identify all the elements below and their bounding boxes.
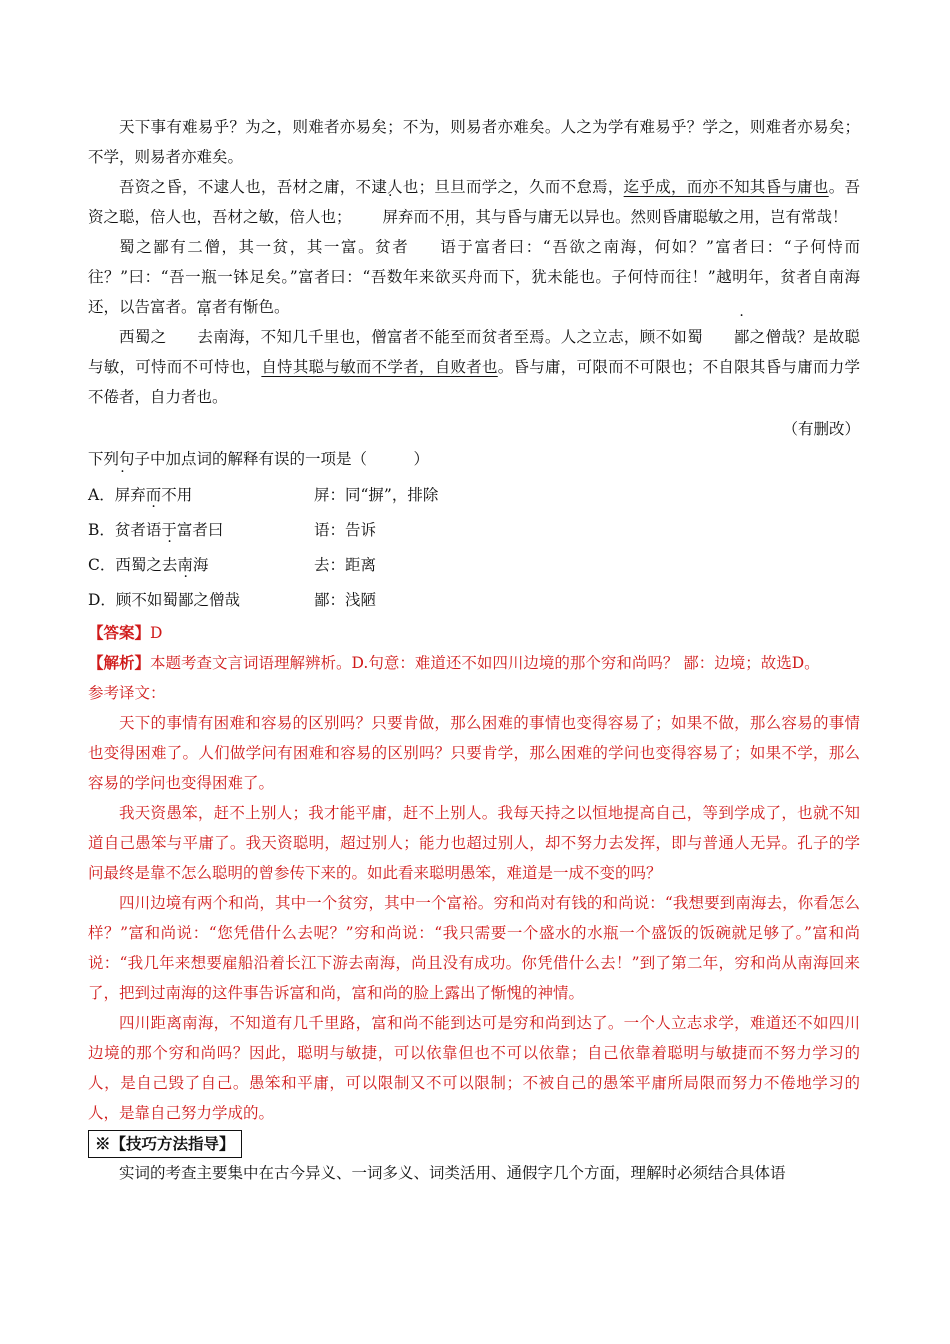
option-b-dotted-word: 语 <box>145 521 162 539</box>
option-list <box>88 478 860 618</box>
passage-paragraph-2: 吾资之昏，不逮人也，吾材之庸，不逮人也；旦旦而学之，久而不怠焉，迄乎成，而亦不知其昏与庸也。吾资之聪，倍人也，吾材之敏，倍人也； 屏弃而不用，其与昏与庸无以异也。然则昏庸聪敏之用，岂有常哉！ <box>88 172 860 232</box>
answer-line <box>88 618 860 648</box>
question-stem: 下列句子中加点词的解释有误的一项是（ ） <box>88 450 430 468</box>
option-b: B．贫者语于富者曰 语：告诉 <box>88 513 860 548</box>
dotted-word-ping: 屏 <box>382 208 399 226</box>
option-d-gloss: 鄙：浅陋 <box>314 591 377 609</box>
dotted-word-bi: 鄙 <box>733 328 750 346</box>
answer-tag: 【答案】 <box>88 623 151 642</box>
dotted-word-qu: 去 <box>197 328 213 346</box>
translation-paragraph-1: 天下的事情有困难和容易的区别吗？只要肯做，那么困难的事情也变得容易了；如果不做，那么容易的事情也变得困难了。人们做学问有困难和容易的区别吗？只要肯学，那么困难的学问也变得容易了；如果不学，那么容易的学问也变得困难了。 <box>88 714 860 792</box>
option-d: D．顾不如蜀鄙之僧哉 鄙：浅陋 <box>88 583 860 618</box>
option-c-dotted-word: 去 <box>161 556 178 574</box>
underlined-sentence-1: 迄乎成，而亦不知其昏与庸也 <box>623 178 829 196</box>
tips-text: 实词的考查主要集中在古今异义、一词多义、词类活用、通假字几个方面，理解时必须结合具体语 <box>119 1164 786 1182</box>
option-a-gloss: 屏：同“摒”，排除 <box>314 486 439 504</box>
translation-paragraph-2: 我天资愚笨，赶不上别人；我才能平庸，赶不上别人。我每天持之以恒地提高自己，等到学成了，也就不知道自己愚笨与平庸了。我天资聪明，超过别人；能力也超过别人，却不努力去发挥，即与普通人无异。孔子的学问最终是靠不怎么聪明的曾参传下来的。如此看来聪明愚笨，难道是一成不变的吗？ <box>88 804 860 882</box>
translation-paragraph-4: 四川距离南海，不知道有几千里路，富和尚不能到达可是穷和尚到达了。一个人立志求学，难道还不如四川边境的那个穷和尚吗？因此，聪明与敏捷，可以依靠但也不可以依靠；自己依靠着聪明与敏捷而不努力学习的人，是自己毁了自己。愚笨和平庸，可以限制又不可以限制；不被自己的愚笨平庸所局限而努力不倦地学习的人，是靠自己努力学成的。 <box>88 1014 860 1122</box>
analysis-tag: 【解析】 <box>88 653 151 672</box>
passage-paragraph-3: 蜀之鄙有二僧，其一贫，其一富。贫者 语于富者曰：“吾欲之南海，何如？”富者曰：“子何恃而往？”曰：“吾一瓶一钵足矣。”富者曰：“吾数年来欲买舟而下，犹未能也。子何恃而往！”越明年，贫者自南海还，以告富者。富者有惭色。 <box>88 232 860 322</box>
analysis-line <box>88 648 860 678</box>
option-c-gloss: 去：距离 <box>314 556 377 574</box>
passage-paragraph-1: 天下事有难易乎？为之，则难者亦易矣；不为，则易者亦难矣。人之为学有难易乎？学之，则难者亦易矣；不学，则易者亦难矣。 <box>88 118 860 166</box>
analysis-text: 本题考查文言词语理解辨析。D.句意：难道还不如四川边境的那个穷和尚吗？ 鄙：边境；故选D。 <box>150 654 820 672</box>
answer-value: D <box>150 624 163 642</box>
underlined-sentence-2: 自恃其聪与敏而不学者，自败者也 <box>261 358 498 376</box>
dotted-word-yu: 语 <box>440 238 456 256</box>
option-d-dotted-word: 鄙 <box>177 591 194 609</box>
passage-paragraph-4: 西蜀之 去南海，不知几千里也，僧富者不能至而贫者至焉。人之立志，顾不如蜀 鄙之僧哉？是故聪与敏，可恃而不可恃也，自恃其聪与敏而不学者，自败者也。昏与庸，可限而不可限也；不自限其昏与庸而力学不倦者，自力者也。 <box>88 322 860 412</box>
option-b-gloss: 语：告诉 <box>314 521 377 539</box>
tips-heading: ※【技巧方法指导】 <box>88 1130 242 1158</box>
option-a-dotted-word: 屏 <box>114 486 131 504</box>
document-page <box>88 112 860 1188</box>
option-a: A．屏弃而不用 屏：同“摒”，排除 <box>88 478 860 513</box>
option-c: C．西蜀之去南海 去：距离 <box>88 548 860 583</box>
tips-heading-wrap <box>88 1128 860 1158</box>
translation-title: 参考译文： <box>88 684 166 702</box>
translation-paragraph-3: 四川边境有两个和尚，其中一个贫穷，其中一个富裕。穷和尚对有钱的和尚说：“我想要到南海去，你看怎么样？”富和尚说：“您凭借什么去呢？”穷和尚说：“我只需要一个盛水的水瓶一个盛饭的饭碗就足够了。”富和尚说：“我几年来想要雇船沿着长江下游去南海，尚且没有成功。你凭借什么去！”到了第二年，穷和尚从南海回来了，把到过南海的这件事告诉富和尚，富和尚的脸上露出了惭愧的神情。 <box>88 894 860 1002</box>
source-note: （有删改） <box>782 420 860 438</box>
